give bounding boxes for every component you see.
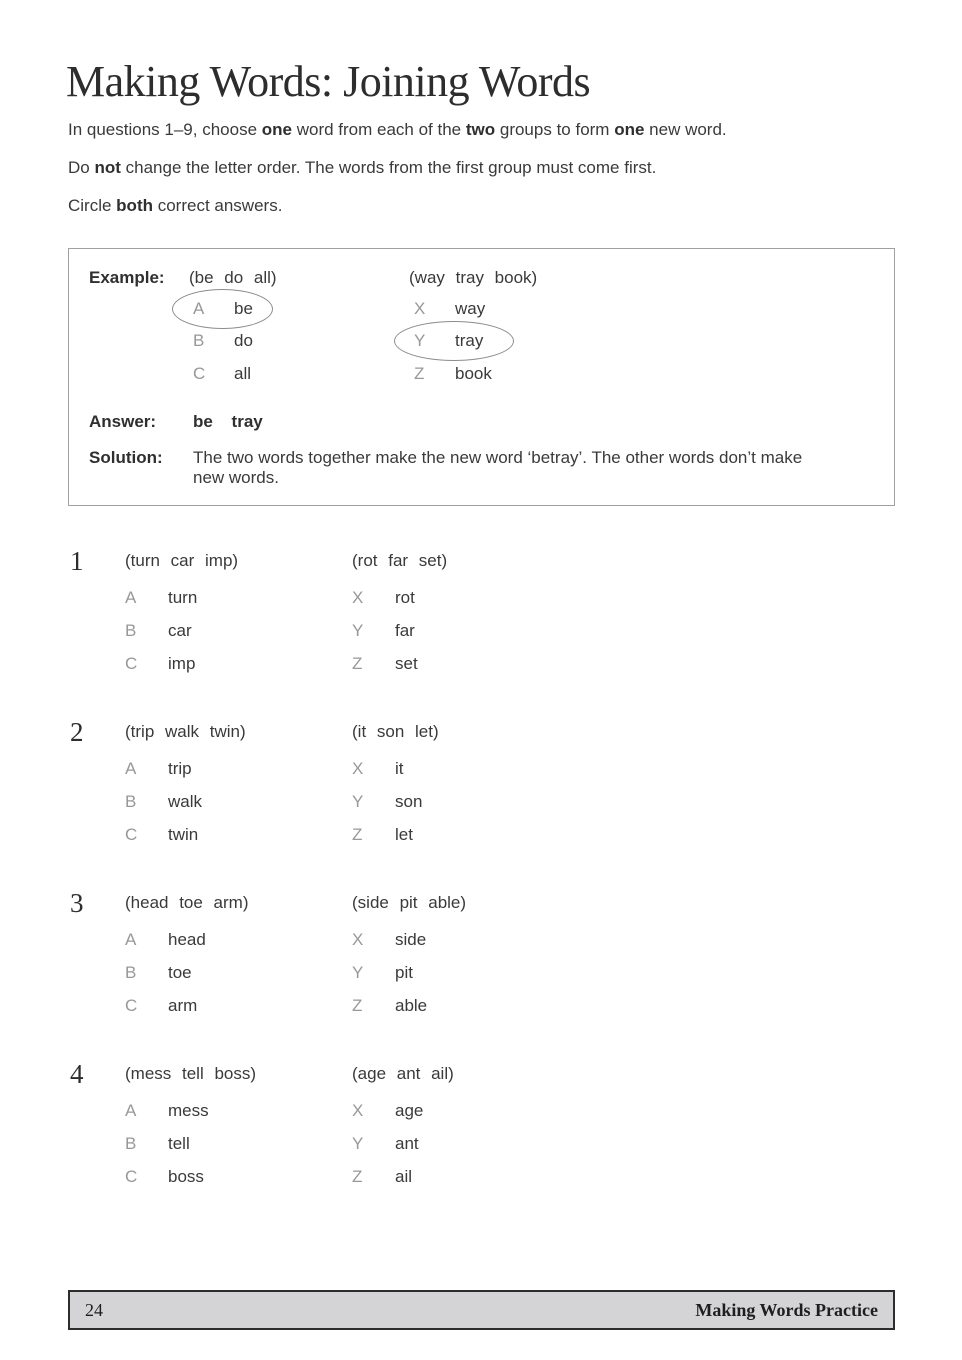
- option-letter: Y: [414, 331, 426, 350]
- question-number: 1: [70, 546, 84, 576]
- solution-label: Solution:: [89, 448, 163, 467]
- option-letter: A: [125, 588, 137, 607]
- option-letter: X: [352, 930, 364, 949]
- option-word: trip: [168, 759, 192, 778]
- option-row: [352, 1094, 454, 1127]
- option-letter: Y: [352, 1134, 364, 1153]
- question-group-2: [352, 1056, 454, 1193]
- question-group-2: [352, 543, 447, 680]
- option-word: do: [234, 331, 253, 350]
- option-letter: Z: [352, 1167, 363, 1186]
- option-word: it: [395, 759, 404, 778]
- option-letter: X: [352, 1101, 364, 1120]
- option-letter: A: [125, 930, 137, 949]
- option-row: [352, 989, 466, 1022]
- option-word: head: [168, 930, 206, 949]
- option-letter: C: [125, 654, 138, 673]
- instruction-line-1: In questions 1–9, choose one word from each of the two groups to form one new word.: [68, 120, 727, 139]
- option-word: tell: [168, 1134, 190, 1153]
- example-group-2: (way tray book): [409, 268, 538, 287]
- option-letter: C: [125, 1167, 138, 1186]
- group-words: (it son let): [352, 722, 439, 741]
- option-row: [414, 331, 483, 351]
- group-words: (side pit able): [352, 893, 467, 912]
- question-group-1: [125, 543, 238, 680]
- option-word: side: [395, 930, 427, 949]
- option-row: [352, 923, 466, 956]
- question-number: 3: [70, 888, 84, 918]
- option-letter: X: [352, 588, 364, 607]
- option-row: [352, 956, 466, 989]
- option-row: [125, 647, 238, 680]
- option-letter: C: [193, 364, 206, 383]
- answer-label: Answer:: [89, 412, 157, 431]
- question-group-1: [125, 885, 249, 1022]
- option-row: [352, 818, 439, 851]
- example-label: Example:: [89, 268, 165, 287]
- option-letter: X: [414, 299, 426, 318]
- option-row: [193, 299, 253, 319]
- option-letter: A: [193, 299, 205, 318]
- option-word: book: [455, 364, 492, 383]
- option-word: car: [168, 621, 192, 640]
- option-row: [414, 299, 485, 319]
- option-letter: Y: [352, 621, 364, 640]
- option-word: set: [395, 654, 418, 673]
- option-word: imp: [168, 654, 196, 673]
- option-word: tray: [455, 331, 484, 350]
- group-words: (head toe arm): [125, 893, 249, 912]
- option-row: [125, 818, 246, 851]
- option-letter: B: [193, 331, 205, 350]
- option-row: [125, 989, 249, 1022]
- question-number: 2: [70, 717, 84, 747]
- option-row: [125, 923, 249, 956]
- option-row: [125, 1094, 256, 1127]
- option-word: son: [395, 792, 423, 811]
- footer-bar: [68, 1290, 895, 1330]
- question-group-2: [352, 714, 439, 851]
- group-words: (mess tell boss): [125, 1064, 257, 1083]
- option-letter: Z: [352, 654, 363, 673]
- option-word: ail: [395, 1167, 413, 1186]
- option-word: way: [455, 299, 486, 318]
- option-word: turn: [168, 588, 198, 607]
- example-group-1: (be do all): [189, 268, 277, 287]
- option-row: [125, 785, 246, 818]
- option-word: all: [234, 364, 252, 383]
- answer-value: be tray: [193, 412, 263, 431]
- option-letter: A: [125, 1101, 137, 1120]
- option-letter: B: [125, 1134, 137, 1153]
- option-word: pit: [395, 963, 413, 982]
- option-word: age: [395, 1101, 424, 1120]
- option-row: [352, 581, 447, 614]
- page-title: Making Words: Joining Words: [66, 57, 591, 106]
- option-row: [352, 1160, 454, 1193]
- option-letter: B: [125, 963, 137, 982]
- option-word: boss: [168, 1167, 204, 1186]
- question-group-1: [125, 714, 246, 851]
- option-letter: C: [125, 996, 138, 1015]
- instruction-line-2: Do not change the letter order. The words from the first group must come first.: [68, 158, 657, 177]
- page-number: 24: [85, 1299, 103, 1320]
- question-group-2: [352, 885, 466, 1022]
- option-word: able: [395, 996, 428, 1015]
- option-row: [125, 614, 238, 647]
- option-word: let: [395, 825, 413, 844]
- group-words: (rot far set): [352, 551, 448, 570]
- option-letter: Y: [352, 963, 364, 982]
- option-row: [193, 331, 253, 351]
- option-letter: X: [352, 759, 364, 778]
- option-word: be: [234, 299, 253, 318]
- option-letter: Y: [352, 792, 364, 811]
- instructions: [68, 120, 727, 234]
- option-letter: A: [125, 759, 137, 778]
- group-words: (trip walk twin): [125, 722, 246, 741]
- option-row: [414, 364, 492, 384]
- option-word: rot: [395, 588, 415, 607]
- group-words: (age ant ail): [352, 1064, 454, 1083]
- option-word: far: [395, 621, 415, 640]
- option-row: [352, 752, 439, 785]
- group-words: (turn car imp): [125, 551, 239, 570]
- option-row: [125, 1127, 256, 1160]
- option-row: [125, 956, 249, 989]
- option-row: [193, 364, 251, 384]
- option-row: [352, 1127, 454, 1160]
- question-group-1: [125, 1056, 256, 1193]
- option-row: [125, 752, 246, 785]
- option-letter: Z: [352, 825, 363, 844]
- option-word: toe: [168, 963, 192, 982]
- option-row: [352, 647, 447, 680]
- option-letter: B: [125, 792, 137, 811]
- example-box: [68, 248, 895, 506]
- option-letter: C: [125, 825, 138, 844]
- option-letter: Z: [414, 364, 425, 383]
- option-word: ant: [395, 1134, 419, 1153]
- option-word: walk: [168, 792, 203, 811]
- footer-title: Making Words Practice: [695, 1299, 878, 1320]
- option-row: [125, 581, 238, 614]
- option-letter: B: [125, 621, 137, 640]
- option-word: twin: [168, 825, 199, 844]
- option-word: mess: [168, 1101, 209, 1120]
- option-row: [352, 614, 447, 647]
- option-letter: Z: [352, 996, 363, 1015]
- option-row: [352, 785, 439, 818]
- question-number: 4: [70, 1059, 84, 1089]
- option-word: arm: [168, 996, 198, 1015]
- solution-text: The two words together make the new word ‘betray’. The other words don’t make new words.: [193, 448, 803, 487]
- instruction-line-3: Circle both correct answers.: [68, 196, 283, 215]
- option-row: [125, 1160, 256, 1193]
